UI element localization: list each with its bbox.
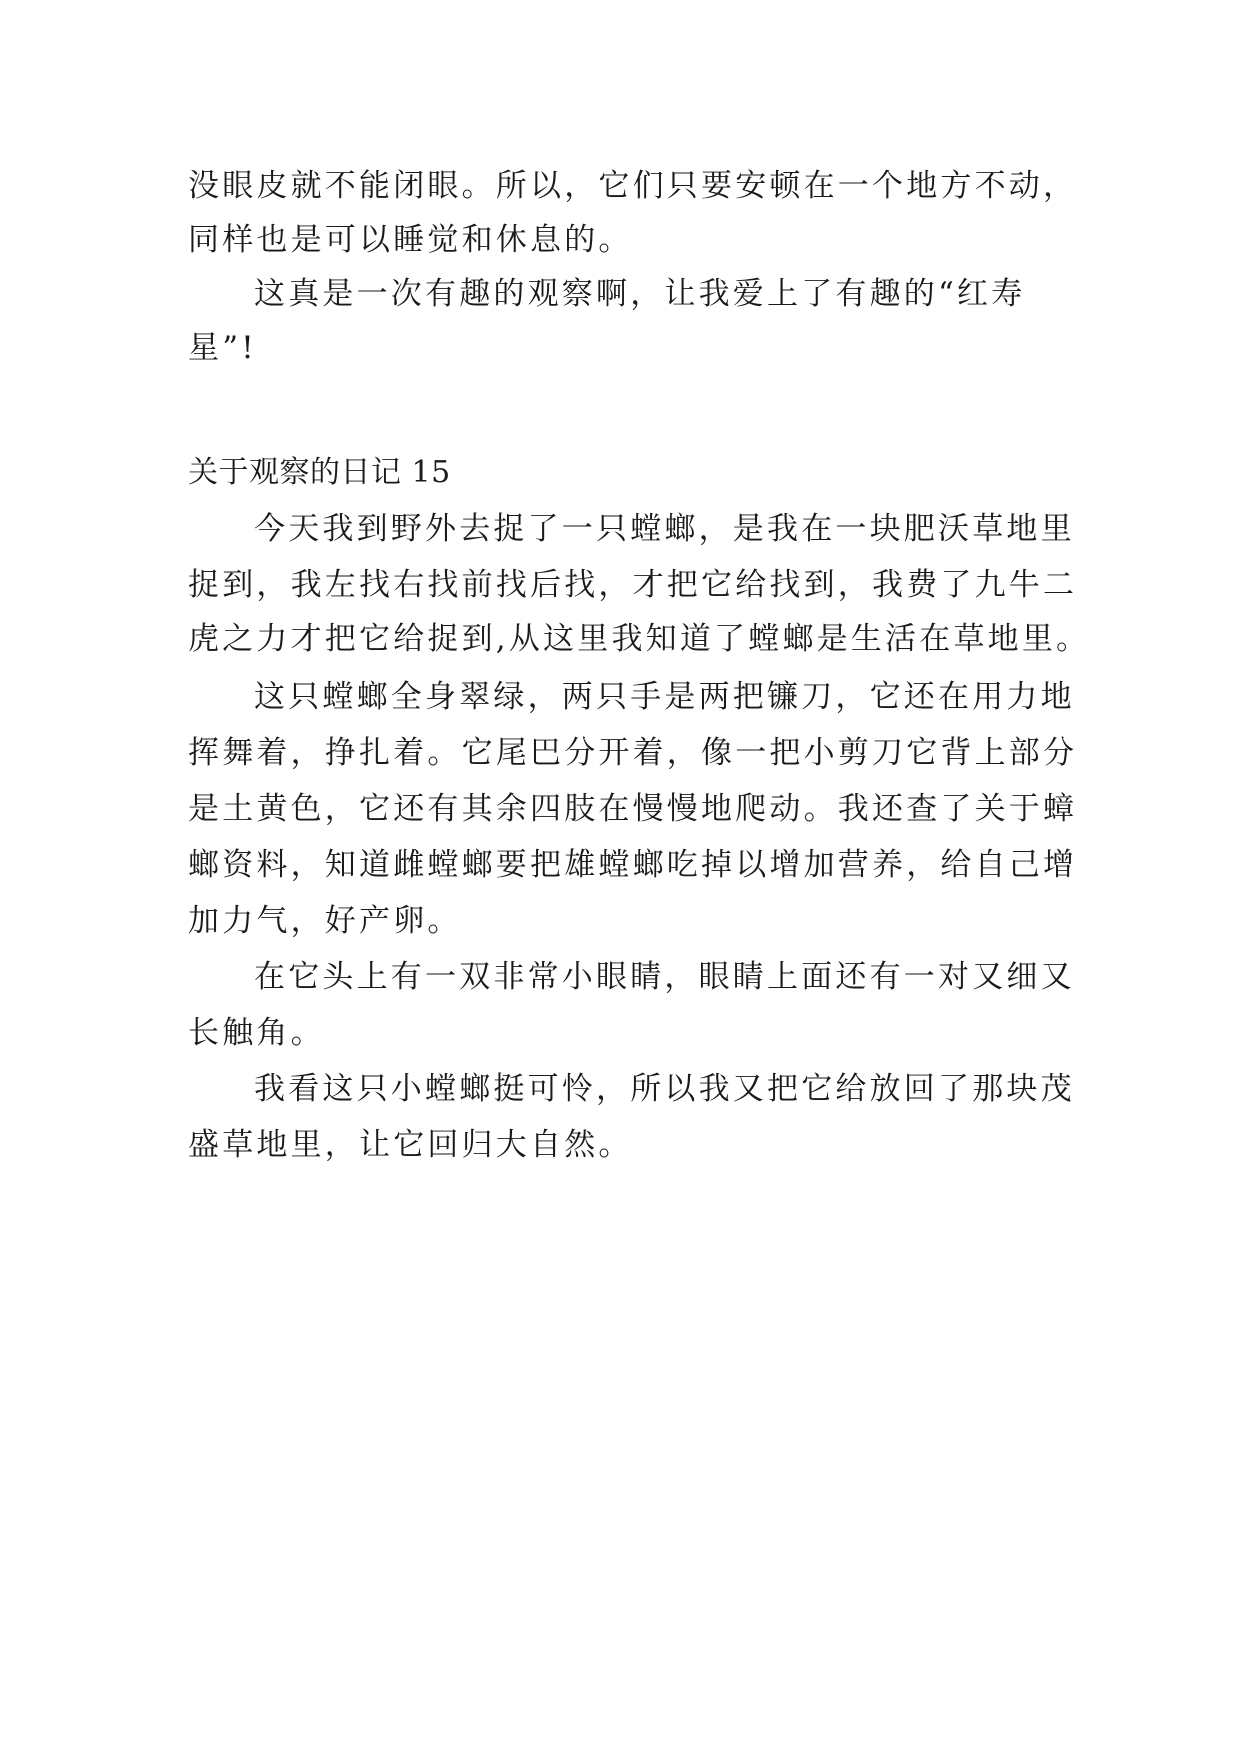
text-line: 我看这只小螳螂挺可怜，所以我又把它给放回了那块茂: [254, 1071, 1075, 1107]
text-line: 在它头上有一双非常小眼睛，眼睛上面还有一对又细又: [254, 959, 1075, 995]
text-line: 长触角。: [188, 1015, 325, 1051]
text-line: 同样也是可以睡觉和休息的。: [188, 222, 633, 258]
text-line: 盛草地里，让它回归大自然。: [188, 1127, 633, 1163]
text-line: 螂资料，知道雌螳螂要把雄螳螂吃掉以增加营养，给自己增: [188, 847, 1078, 883]
text-line: 挥舞着，挣扎着。它尾巴分开着，像一把小剪刀它背上部分: [188, 735, 1078, 771]
text-line: 虎之力才把它给捉到,从这里我知道了螳螂是生活在草地里。: [188, 621, 1091, 657]
section-title: 关于观察的日记 15: [188, 455, 451, 490]
text-line: 没眼皮就不能闭眼。所以，它们只要安顿在一个地方不动，: [188, 168, 1078, 204]
text-line: 这只螳螂全身翠绿，两只手是两把镰刀，它还在用力地: [254, 679, 1075, 715]
text-line: 捉到，我左找右找前找后找，才把它给找到，我费了九牛二: [188, 567, 1078, 603]
text-line: 星”!: [188, 330, 257, 366]
text-line: 这真是一次有趣的观察啊，让我爱上了有趣的“红寿: [254, 276, 1026, 312]
text-line: 是土黄色，它还有其余四肢在慢慢地爬动。我还查了关于蟑: [188, 791, 1078, 827]
text-line: 今天我到野外去捉了一只螳螂，是我在一块肥沃草地里: [254, 511, 1075, 547]
text-line: 加力气，好产卵。: [188, 903, 462, 939]
